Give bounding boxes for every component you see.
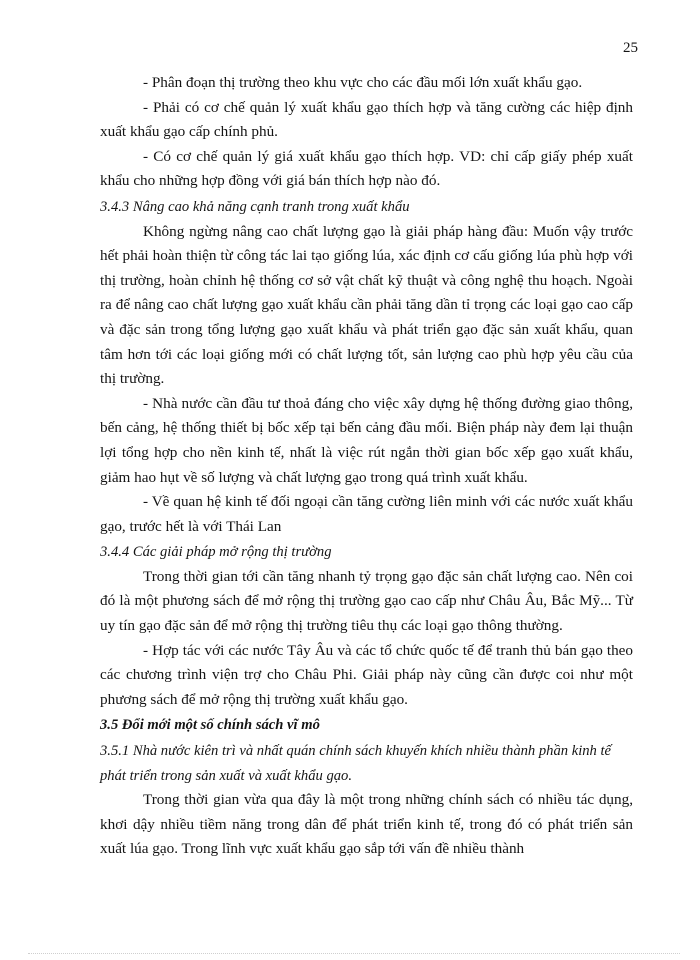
paragraph: - Nhà nước cần đầu tư thoả đáng cho việc xây dựng hệ thống đường giao thông, bến cảng, hệ thống thiết bị bốc xếp tại bến cảng đầu mối. Biện pháp này đem lại thuận lợi tổng hợp cho nền kinh tế, nhất là việc rút ngắn thời gian bốc xếp gạo xuất khẩu, giảm hao hụt về số lượng và chất lượng gạo trong quá trình xuất khẩu. <box>100 394 633 486</box>
paragraph: - Hợp tác với các nước Tây Âu và các tổ chức quốc tế để tranh thủ bán gạo theo các chương trình viện trợ cho Châu Phi. Giải pháp này cũng cần được coi như một phương sách để mở rộng thị trường xuất khẩu gạo. <box>100 641 633 708</box>
page-number: 25 <box>623 40 638 56</box>
paragraph: Trong thời gian tới cần tăng nhanh tỷ trọng gạo đặc sản chất lượng cao. Nên coi đó là một phương sách để mở rộng thị trường gạo cao cấp như Châu Âu, Bắc Mỹ... Từ uy tín gạo đặc sản để mở rộng thị trường tiêu thụ các loại gạo thông thường. <box>100 567 633 635</box>
paragraph: - Có cơ chế quản lý giá xuất khẩu gạo thích hợp. VD: chỉ cấp giấy phép xuất khẩu cho những hợp đồng với giá bán thích hợp nào đó. <box>100 147 633 190</box>
section-heading: 3.4.4 Các giải pháp mở rộng thị trường <box>100 544 332 561</box>
paragraph: Không ngừng nâng cao chất lượng gạo là giải pháp hàng đầu: Muốn vậy trước hết phải hoàn thiện từ công tác lai tạo giống lúa, xác định cơ cấu giống lúa phù hợp với thị trường, hoàn chỉnh hệ thống cơ sở vật chất kỹ thuật và công nghệ thu hoạch. Ngoài ra để nâng cao chất lượng gạo xuất khẩu cần phải tăng dần tỉ trọng các loại gạo cao cấp và đặc sản trong tổng lượng gạo xuất khẩu và phát triển gạo đặc sản xuất khẩu, quan tâm hơn tới các loại giống mới có chất lượng tốt, sản lượng cao phù hợp yêu cầu của thị trường. <box>100 222 633 388</box>
page-bottom-divider <box>28 953 680 954</box>
paragraph: - Về quan hệ kinh tế đối ngoại cần tăng cường liên minh với các nước xuất khẩu gạo, trước hết là với Thái Lan <box>100 493 633 535</box>
page-body <box>100 71 633 862</box>
section-heading: 3.5 Đổi mới một số chính sách vĩ mô <box>100 717 320 734</box>
paragraph: Trong thời gian vừa qua đây là một trong những chính sách có nhiều tác dụng, khơi dậy nhiều tiềm năng trong dân để phát triển kinh tế, trong đó có phát triển sản xuất lúa gạo. Trong lĩnh vực xuất khẩu gạo sắp tới vấn đề nhiều thành <box>100 791 633 858</box>
subsection-heading: 3.5.1 Nhà nước kiên trì và nhất quán chính sách khuyến khích nhiều thành phần kinh tế phát triển trong sản xuất và xuất khẩu gạo. <box>100 743 612 784</box>
section-heading: 3.4.3 Nâng cao khả năng cạnh tranh trong xuất khẩu <box>100 198 410 215</box>
paragraph: - Phải có cơ chế quản lý xuất khẩu gạo thích hợp và tăng cường các hiệp định xuất khẩu gạo cấp chính phủ. <box>100 98 633 141</box>
paragraph: - Phân đoạn thị trường theo khu vực cho các đầu mối lớn xuất khẩu gạo. <box>143 74 583 91</box>
